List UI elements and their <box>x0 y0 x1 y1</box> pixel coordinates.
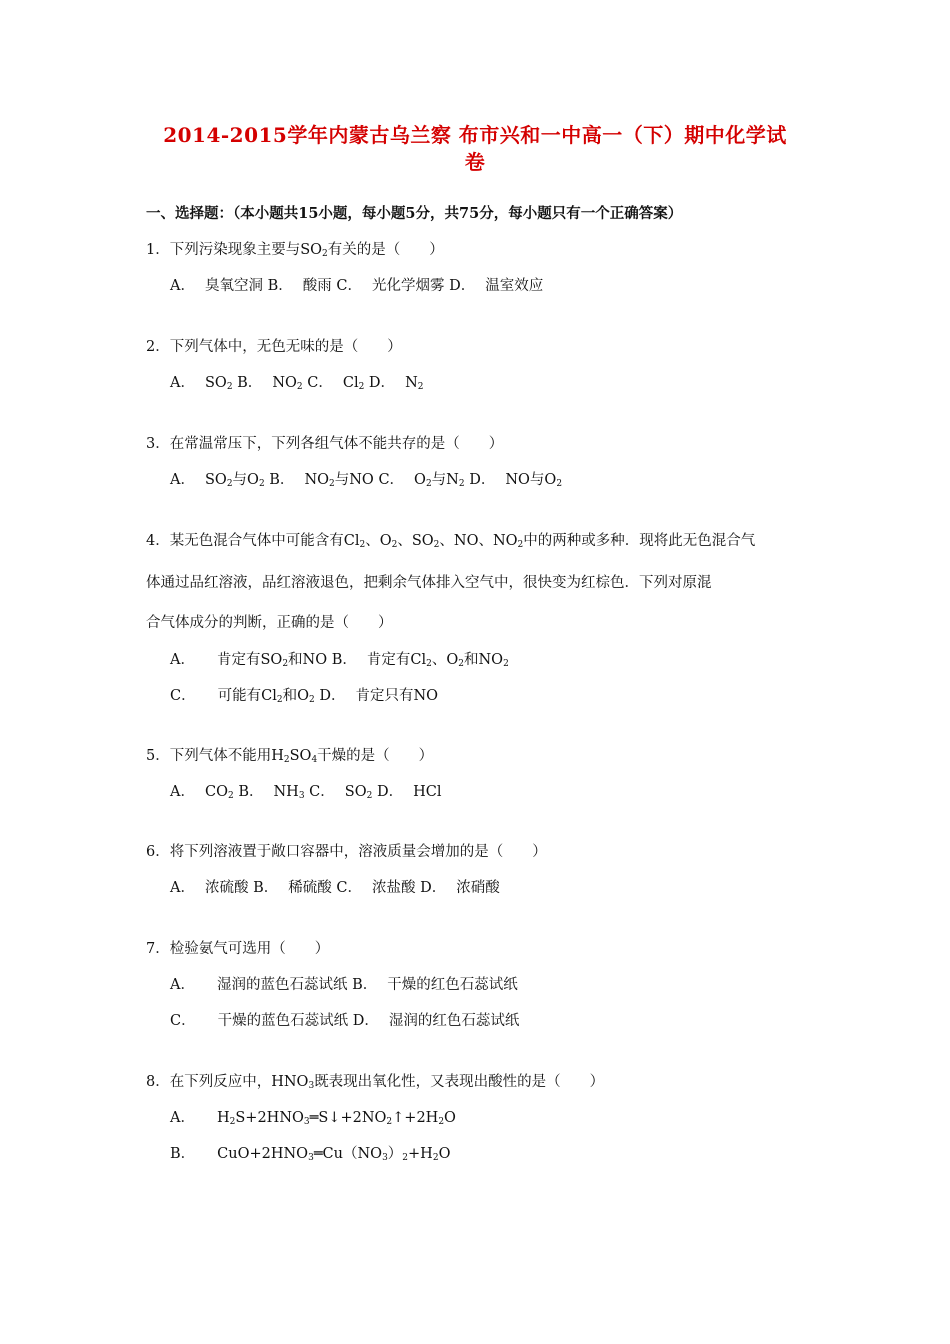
text-fragment: +H <box>408 1146 433 1162</box>
text-fragment: 2 <box>458 659 464 669</box>
text-fragment: ↑+2H <box>392 1110 439 1126</box>
question-5-stem <box>146 744 433 765</box>
text-fragment: 与NO <box>334 472 374 488</box>
text-fragment: 2 <box>296 382 303 392</box>
text-fragment: B． <box>238 784 264 800</box>
text-fragment: 干燥的蓝色石蕊试纸 <box>217 1013 349 1029</box>
text-fragment: 2 <box>517 540 524 550</box>
text-fragment: H <box>216 1110 230 1126</box>
text-fragment: 2 <box>227 791 234 801</box>
text-fragment: N <box>405 375 418 391</box>
text-fragment: 2 <box>433 540 440 550</box>
text-fragment: A． <box>170 1110 195 1126</box>
text-fragment: 2 <box>386 1117 393 1127</box>
text-fragment: C． <box>336 880 362 896</box>
question-7-options-cd <box>170 1009 519 1030</box>
question-5-options <box>170 780 441 801</box>
text-fragment: 浓硝酸 <box>456 880 500 896</box>
text-fragment: D． <box>469 472 496 488</box>
text-fragment: 臭氧空洞 <box>204 278 263 294</box>
text-fragment: 2 <box>258 479 265 489</box>
text-fragment: 和NO <box>463 652 504 668</box>
text-fragment: 5．下列气体不能用H <box>146 748 284 764</box>
text-fragment: 2 <box>322 249 328 259</box>
question-6-stem: 6．将下列溶液置于敞口容器中，溶液质量会增加的是（ ） <box>146 844 547 860</box>
text-fragment: A． <box>170 880 195 896</box>
text-fragment: 2 <box>402 1153 409 1163</box>
title-line-1: 2014-2015学年内蒙古乌兰察 布市兴和一中高一（下）期中化学试 <box>163 123 787 147</box>
text-fragment: B． <box>267 278 293 294</box>
question-4-stem-line-3: 合气体成分的判断，正确的是（ ） <box>146 615 393 631</box>
question-4-options-cd <box>170 684 438 705</box>
text-fragment: 2 <box>556 479 563 489</box>
text-fragment: D． <box>368 375 396 391</box>
text-fragment: O <box>414 472 426 488</box>
text-fragment: C． <box>378 472 405 488</box>
text-fragment: CO <box>204 784 228 800</box>
text-fragment: C． <box>170 1013 196 1029</box>
text-fragment: 2 <box>503 659 509 669</box>
text-fragment: 湿润的红色石蕊试纸 <box>388 1013 520 1029</box>
text-fragment: 肯定有Cl <box>366 652 427 668</box>
text-fragment: D． <box>420 880 447 896</box>
text-fragment: C． <box>170 688 196 704</box>
text-fragment: 和NO <box>288 652 328 668</box>
question-8-option-a <box>170 1106 456 1127</box>
text-fragment: B． <box>331 652 357 668</box>
text-fragment: 3 <box>308 1153 314 1163</box>
text-fragment: 2 <box>417 382 424 392</box>
text-fragment: 2 <box>438 1117 445 1127</box>
question-3-options <box>170 468 562 489</box>
text-fragment: 和O <box>282 688 309 704</box>
text-fragment: O <box>444 1110 456 1126</box>
text-fragment: NH <box>273 784 299 800</box>
text-fragment: 湿润的蓝色石蕊试纸 <box>216 977 348 993</box>
text-fragment: D． <box>449 278 476 294</box>
question-7-stem: 7．检验氨气可选用（ ） <box>146 941 330 957</box>
text-fragment: 中的两种或多种．现将此无色混合气 <box>523 533 756 549</box>
text-fragment: 肯定有SO <box>216 652 283 668</box>
text-fragment: 2 <box>282 659 289 669</box>
text-fragment: D． <box>376 784 404 800</box>
text-fragment: SO <box>204 375 227 391</box>
text-fragment: SO <box>289 748 312 764</box>
text-fragment: 2 <box>366 791 373 801</box>
text-fragment: 2 <box>432 1153 439 1163</box>
text-fragment: 浓硫酸 <box>204 880 249 896</box>
question-4-stem-line-1 <box>146 529 755 550</box>
text-fragment: 2 <box>458 479 465 489</box>
text-fragment: ═Cu（NO <box>313 1146 383 1162</box>
text-fragment: SO <box>344 784 367 800</box>
text-fragment: 3 <box>303 1117 310 1127</box>
text-fragment: 肯定只有NO <box>355 688 439 704</box>
question-6-options <box>170 876 500 897</box>
section-heading: 一、选择题：（本小题共15小题，每小题5分，共75分，每小题只有一个正确答案） <box>146 205 683 222</box>
text-fragment: CuO+2HNO <box>217 1146 309 1162</box>
text-fragment: O <box>438 1146 451 1162</box>
text-fragment: 干燥的红色石蕊试纸 <box>387 977 518 993</box>
text-fragment: A． <box>170 652 195 668</box>
text-fragment: 2 <box>226 479 233 489</box>
question-1-stem <box>146 238 444 259</box>
text-fragment: A． <box>170 472 195 488</box>
text-fragment: 既表现出氧化性，又表现出酸性的是（ ） <box>314 1074 605 1090</box>
text-fragment: ） <box>387 1146 403 1162</box>
text-fragment: A． <box>170 977 195 993</box>
question-1-options <box>170 274 543 295</box>
text-fragment: 4 <box>311 755 318 765</box>
text-fragment: 8．在下列反应中，HNO <box>146 1074 309 1090</box>
text-fragment: Cl <box>342 375 359 391</box>
text-fragment: 与O <box>232 472 259 488</box>
text-fragment: 3 <box>382 1153 388 1163</box>
question-4-stem-line-2: 体通过品红溶液，品红溶液退色，把剩余气体排入空气中，很快变为红棕色．下列对原混 <box>146 575 712 591</box>
text-fragment: 、NO、NO <box>439 533 518 549</box>
text-fragment: 2 <box>229 1117 236 1127</box>
text-fragment: C． <box>307 375 333 391</box>
text-fragment: S+2HNO <box>235 1110 304 1126</box>
text-fragment: 干燥的是（ ） <box>317 748 434 764</box>
text-fragment: 光化学烟雾 <box>371 278 445 294</box>
text-fragment: 酸雨 <box>302 278 332 294</box>
text-fragment: B． <box>269 472 295 488</box>
text-fragment: D． <box>319 688 346 704</box>
text-fragment: 2 <box>426 659 432 669</box>
text-fragment: 、O <box>365 533 392 549</box>
text-fragment: 2 <box>359 540 366 550</box>
text-fragment: 有关的是（ ） <box>327 242 444 258</box>
text-fragment: C． <box>336 278 362 294</box>
text-fragment: A． <box>170 784 195 800</box>
text-fragment: SO <box>204 472 227 488</box>
text-fragment: 稀硫酸 <box>288 880 332 896</box>
text-fragment: NO <box>272 375 297 391</box>
question-4-options-ab <box>170 648 509 669</box>
text-fragment: 4．某无色混合气体中可能含有Cl <box>146 533 360 549</box>
question-2-options <box>170 371 423 392</box>
text-fragment: C． <box>309 784 335 800</box>
text-fragment: NO与O <box>505 472 557 488</box>
text-fragment: 温室效应 <box>485 278 544 294</box>
text-fragment: D． <box>352 1013 379 1029</box>
text-fragment: B． <box>237 375 263 391</box>
text-fragment: 与N <box>431 472 459 488</box>
text-fragment: HCl <box>413 784 442 800</box>
text-fragment: 2 <box>308 695 315 705</box>
text-fragment: 2 <box>226 382 233 392</box>
title-line-2: 卷 <box>464 150 486 174</box>
text-fragment: 可能有Cl <box>217 688 277 704</box>
text-fragment: 1．下列污染现象主要与SO <box>146 242 323 258</box>
question-8-stem <box>146 1070 604 1091</box>
text-fragment: B． <box>170 1146 196 1162</box>
text-fragment: A． <box>170 278 195 294</box>
text-fragment: 浓盐酸 <box>371 880 416 896</box>
text-fragment: 2 <box>358 382 365 392</box>
text-fragment: 、O <box>431 652 459 668</box>
text-fragment: 2 <box>425 479 432 489</box>
text-fragment: A． <box>170 375 195 391</box>
text-fragment: 2 <box>391 540 398 550</box>
text-fragment: 2 <box>329 479 335 489</box>
text-fragment: B． <box>253 880 279 896</box>
text-fragment: 、SO <box>397 533 434 549</box>
text-fragment: B． <box>352 977 378 993</box>
question-8-option-b <box>170 1142 450 1163</box>
question-2-stem: 2．下列气体中，无色无味的是（ ） <box>146 339 402 355</box>
exam-title <box>120 122 830 176</box>
text-fragment: NO <box>304 472 330 488</box>
text-fragment: 3 <box>298 791 305 801</box>
question-7-options-ab <box>170 973 518 994</box>
text-fragment: ═S↓+2NO <box>309 1110 387 1126</box>
question-3-stem: 3．在常温常压下，下列各组气体不能共存的是（ ） <box>146 436 504 452</box>
text-fragment: 2 <box>283 755 290 765</box>
text-fragment: 2 <box>276 695 283 705</box>
text-fragment: 3 <box>308 1081 315 1091</box>
